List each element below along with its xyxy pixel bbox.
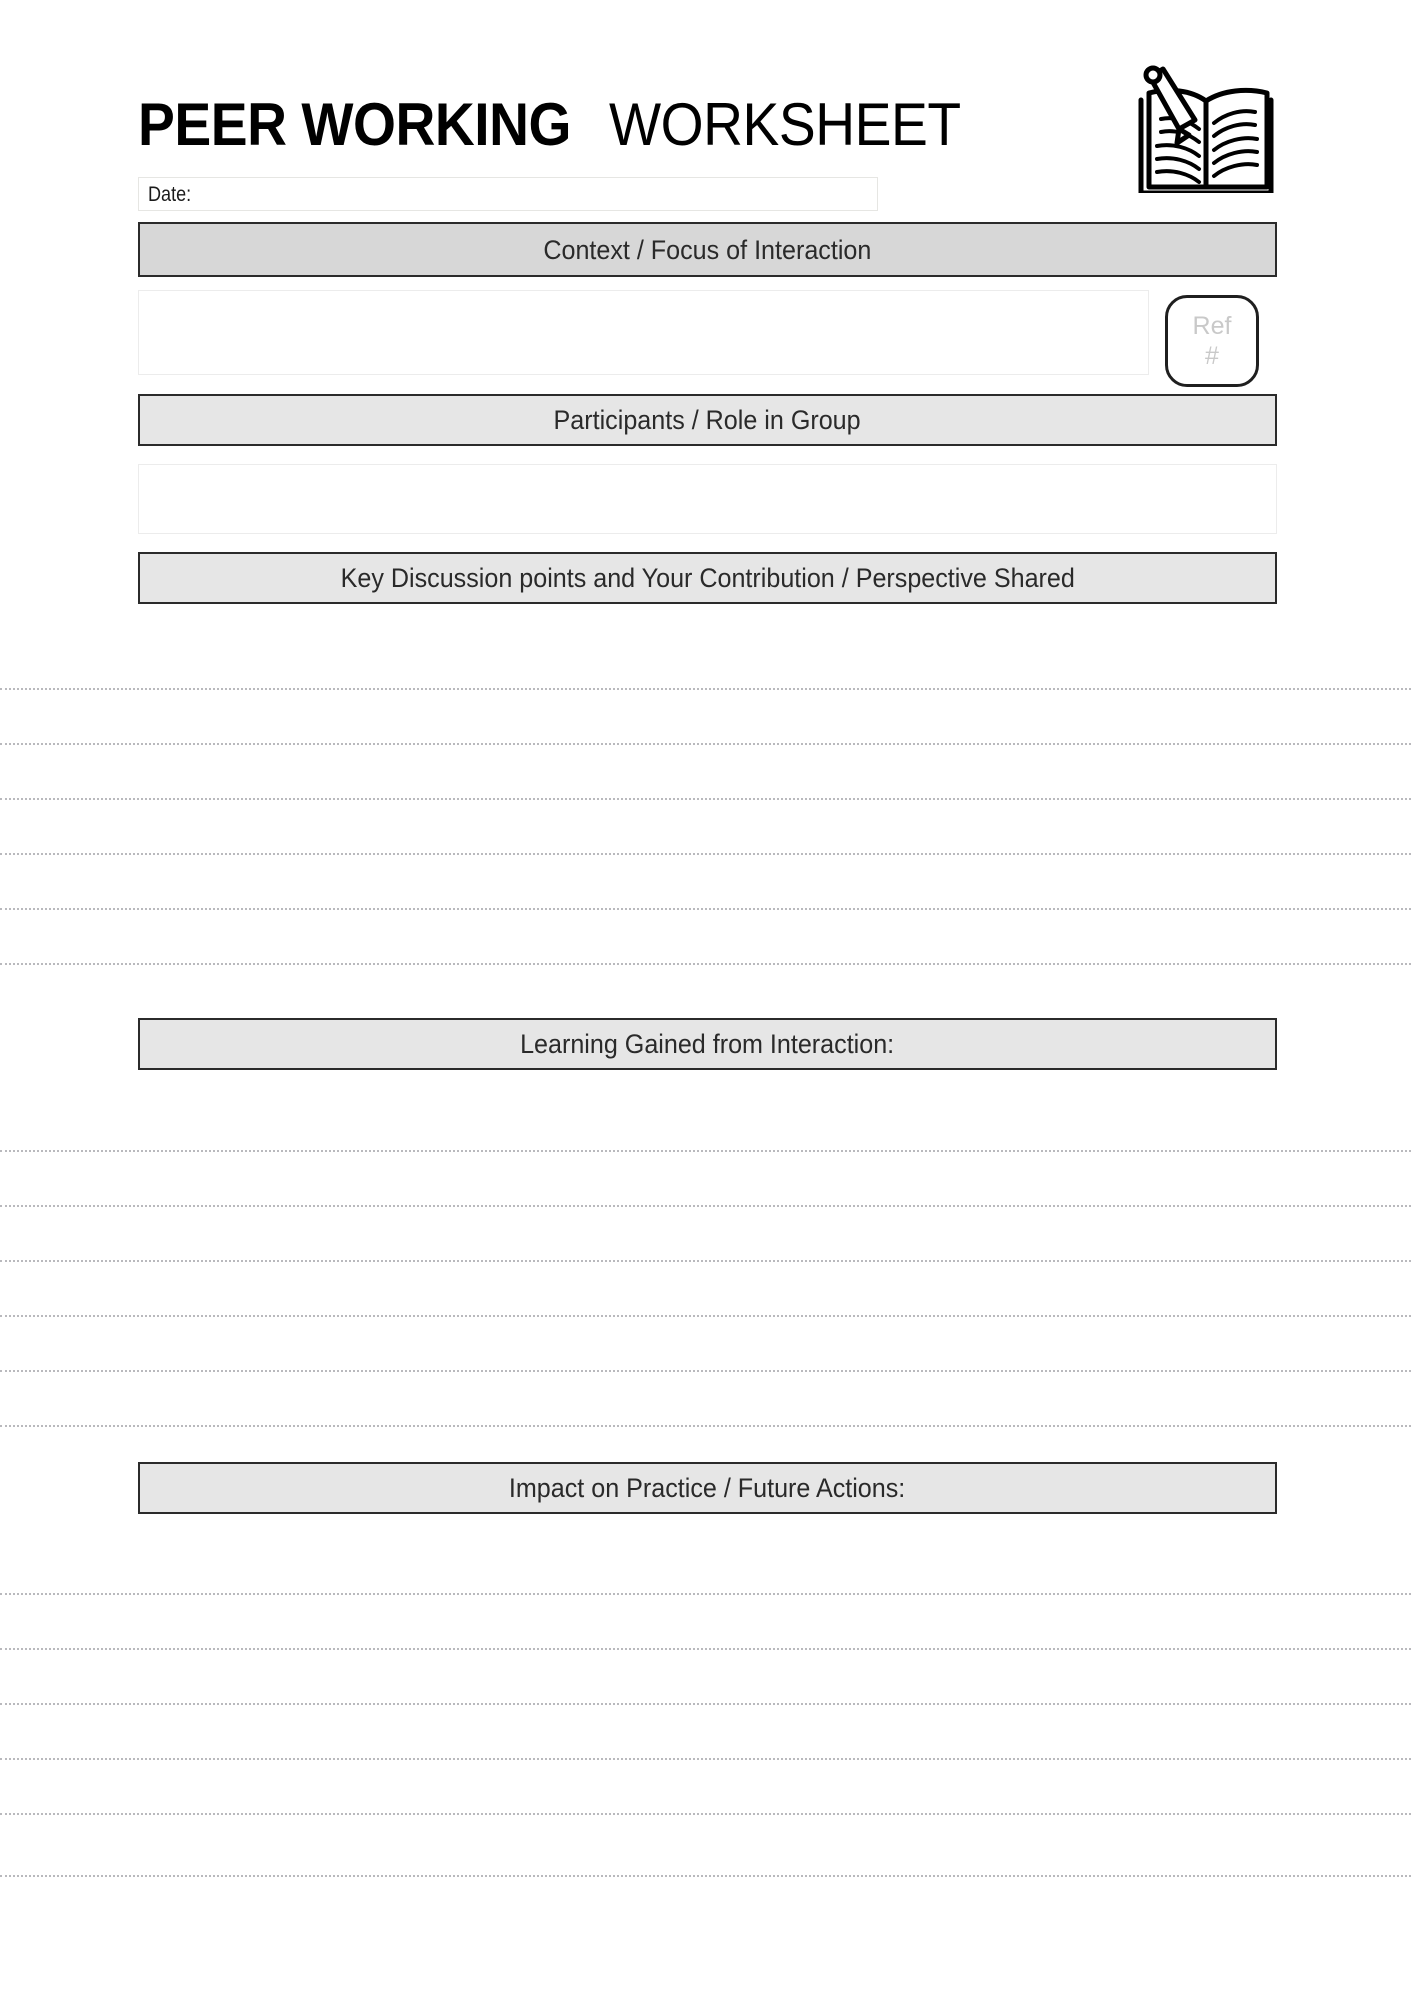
- section-header-context-focus: [138, 222, 1277, 277]
- writing-line: [0, 1648, 1411, 1650]
- section-header-label: Learning Gained from Interaction:: [520, 1029, 895, 1059]
- ref-number-box[interactable]: [1165, 295, 1259, 387]
- writing-line: [0, 1370, 1411, 1372]
- ref-label-line1: Ref: [1192, 312, 1232, 340]
- section-header-participants-role: [138, 394, 1277, 446]
- section-header-impact-practice: [138, 1462, 1277, 1514]
- writing-line: [0, 1150, 1411, 1152]
- date-label: Date:: [148, 183, 192, 206]
- section-header-label: Key Discussion points and Your Contribution / Perspective Shared: [340, 563, 1075, 593]
- writing-line: [0, 1703, 1411, 1705]
- writing-line: [0, 1205, 1411, 1207]
- writing-line: [0, 1260, 1411, 1262]
- section-header-key-discussion: [138, 552, 1277, 604]
- page-title-bold: PEER WORKING: [138, 91, 572, 158]
- open-book-with-pencil-icon: [1133, 63, 1283, 193]
- writing-line: [0, 688, 1411, 690]
- writing-line: [0, 853, 1411, 855]
- writing-line: [0, 908, 1411, 910]
- section-header-learning-gained: [138, 1018, 1277, 1070]
- ref-label-line2: #: [1205, 342, 1219, 370]
- input-context-focus[interactable]: [138, 290, 1149, 375]
- section-header-label: Impact on Practice / Future Actions:: [509, 1473, 906, 1503]
- writing-line: [0, 798, 1411, 800]
- writing-line: [0, 743, 1411, 745]
- writing-line: [0, 963, 1411, 965]
- section-header-label: Participants / Role in Group: [553, 405, 862, 435]
- writing-line: [0, 1593, 1411, 1595]
- date-field[interactable]: [138, 177, 878, 211]
- page-title-light: WORKSHEET: [608, 91, 961, 158]
- writing-line: [0, 1315, 1411, 1317]
- page-title: [138, 92, 1138, 162]
- input-participants-role[interactable]: [138, 464, 1277, 534]
- writing-line: [0, 1875, 1411, 1877]
- writing-line: [0, 1813, 1411, 1815]
- section-header-label: Context / Focus of Interaction: [543, 234, 872, 265]
- writing-line: [0, 1758, 1411, 1760]
- writing-line: [0, 1425, 1411, 1427]
